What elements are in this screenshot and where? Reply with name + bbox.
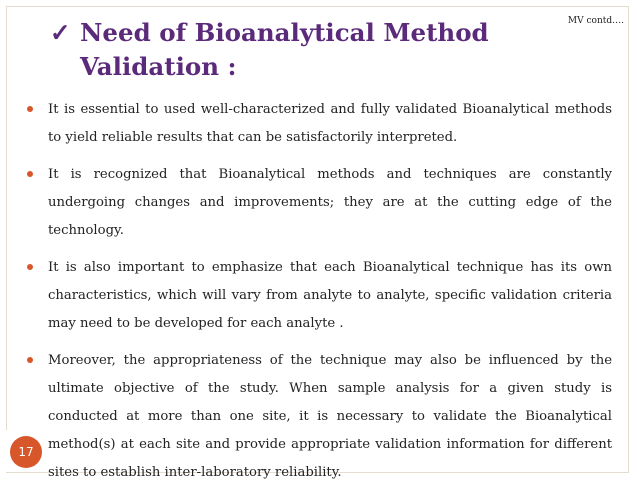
title-text-2: Validation : [80,52,237,81]
bullet-item [22,161,612,245]
continued-note: MV contd…. [567,16,624,26]
bullet-item [22,347,612,487]
bullet-text: It is recognized that Bioanalytical methods and techniques are constantly undergoing changes and improvements; they are at the cutting edge of the technology. [48,167,612,238]
title-line-1 [50,16,520,50]
bullet-text: It is also important to emphasize that each Bioanalytical technique has its own characteristics, which will vary from analyte to analyte, specific validation criteria may need to be developed for each analyte . [48,260,612,331]
bullet-item [22,254,612,338]
bullet-item [22,96,612,152]
page-number-badge: 17 [10,436,42,468]
bullet-dot-icon [27,357,33,363]
frame-right-line [628,6,629,472]
bullet-text: It is essential to used well-characterized and fully validated Bioanalytical methods to yield reliable results that can be satisfactorily interpreted. [48,102,612,145]
frame-left-line [6,6,7,430]
bullet-dot-icon [27,264,33,270]
frame-top-line [6,6,628,7]
bullet-dot-icon [27,171,33,177]
bullet-list [22,96,612,496]
bullet-dot-icon [27,106,33,112]
checkmark-icon: ✓ [50,18,71,47]
slide-title [50,16,520,84]
title-text-1: Need of Bioanalytical Method [80,18,489,47]
bullet-text: Moreover, the appropriateness of the technique may also be influenced by the ultimate objective of the study. When sample analysis for a given study is conducted at more than one site, it is necessary to validate the Bioanalytical method(s) at each site and provide appropriate validation information for different sites to establish inter-laboratory reliability. [48,353,612,480]
